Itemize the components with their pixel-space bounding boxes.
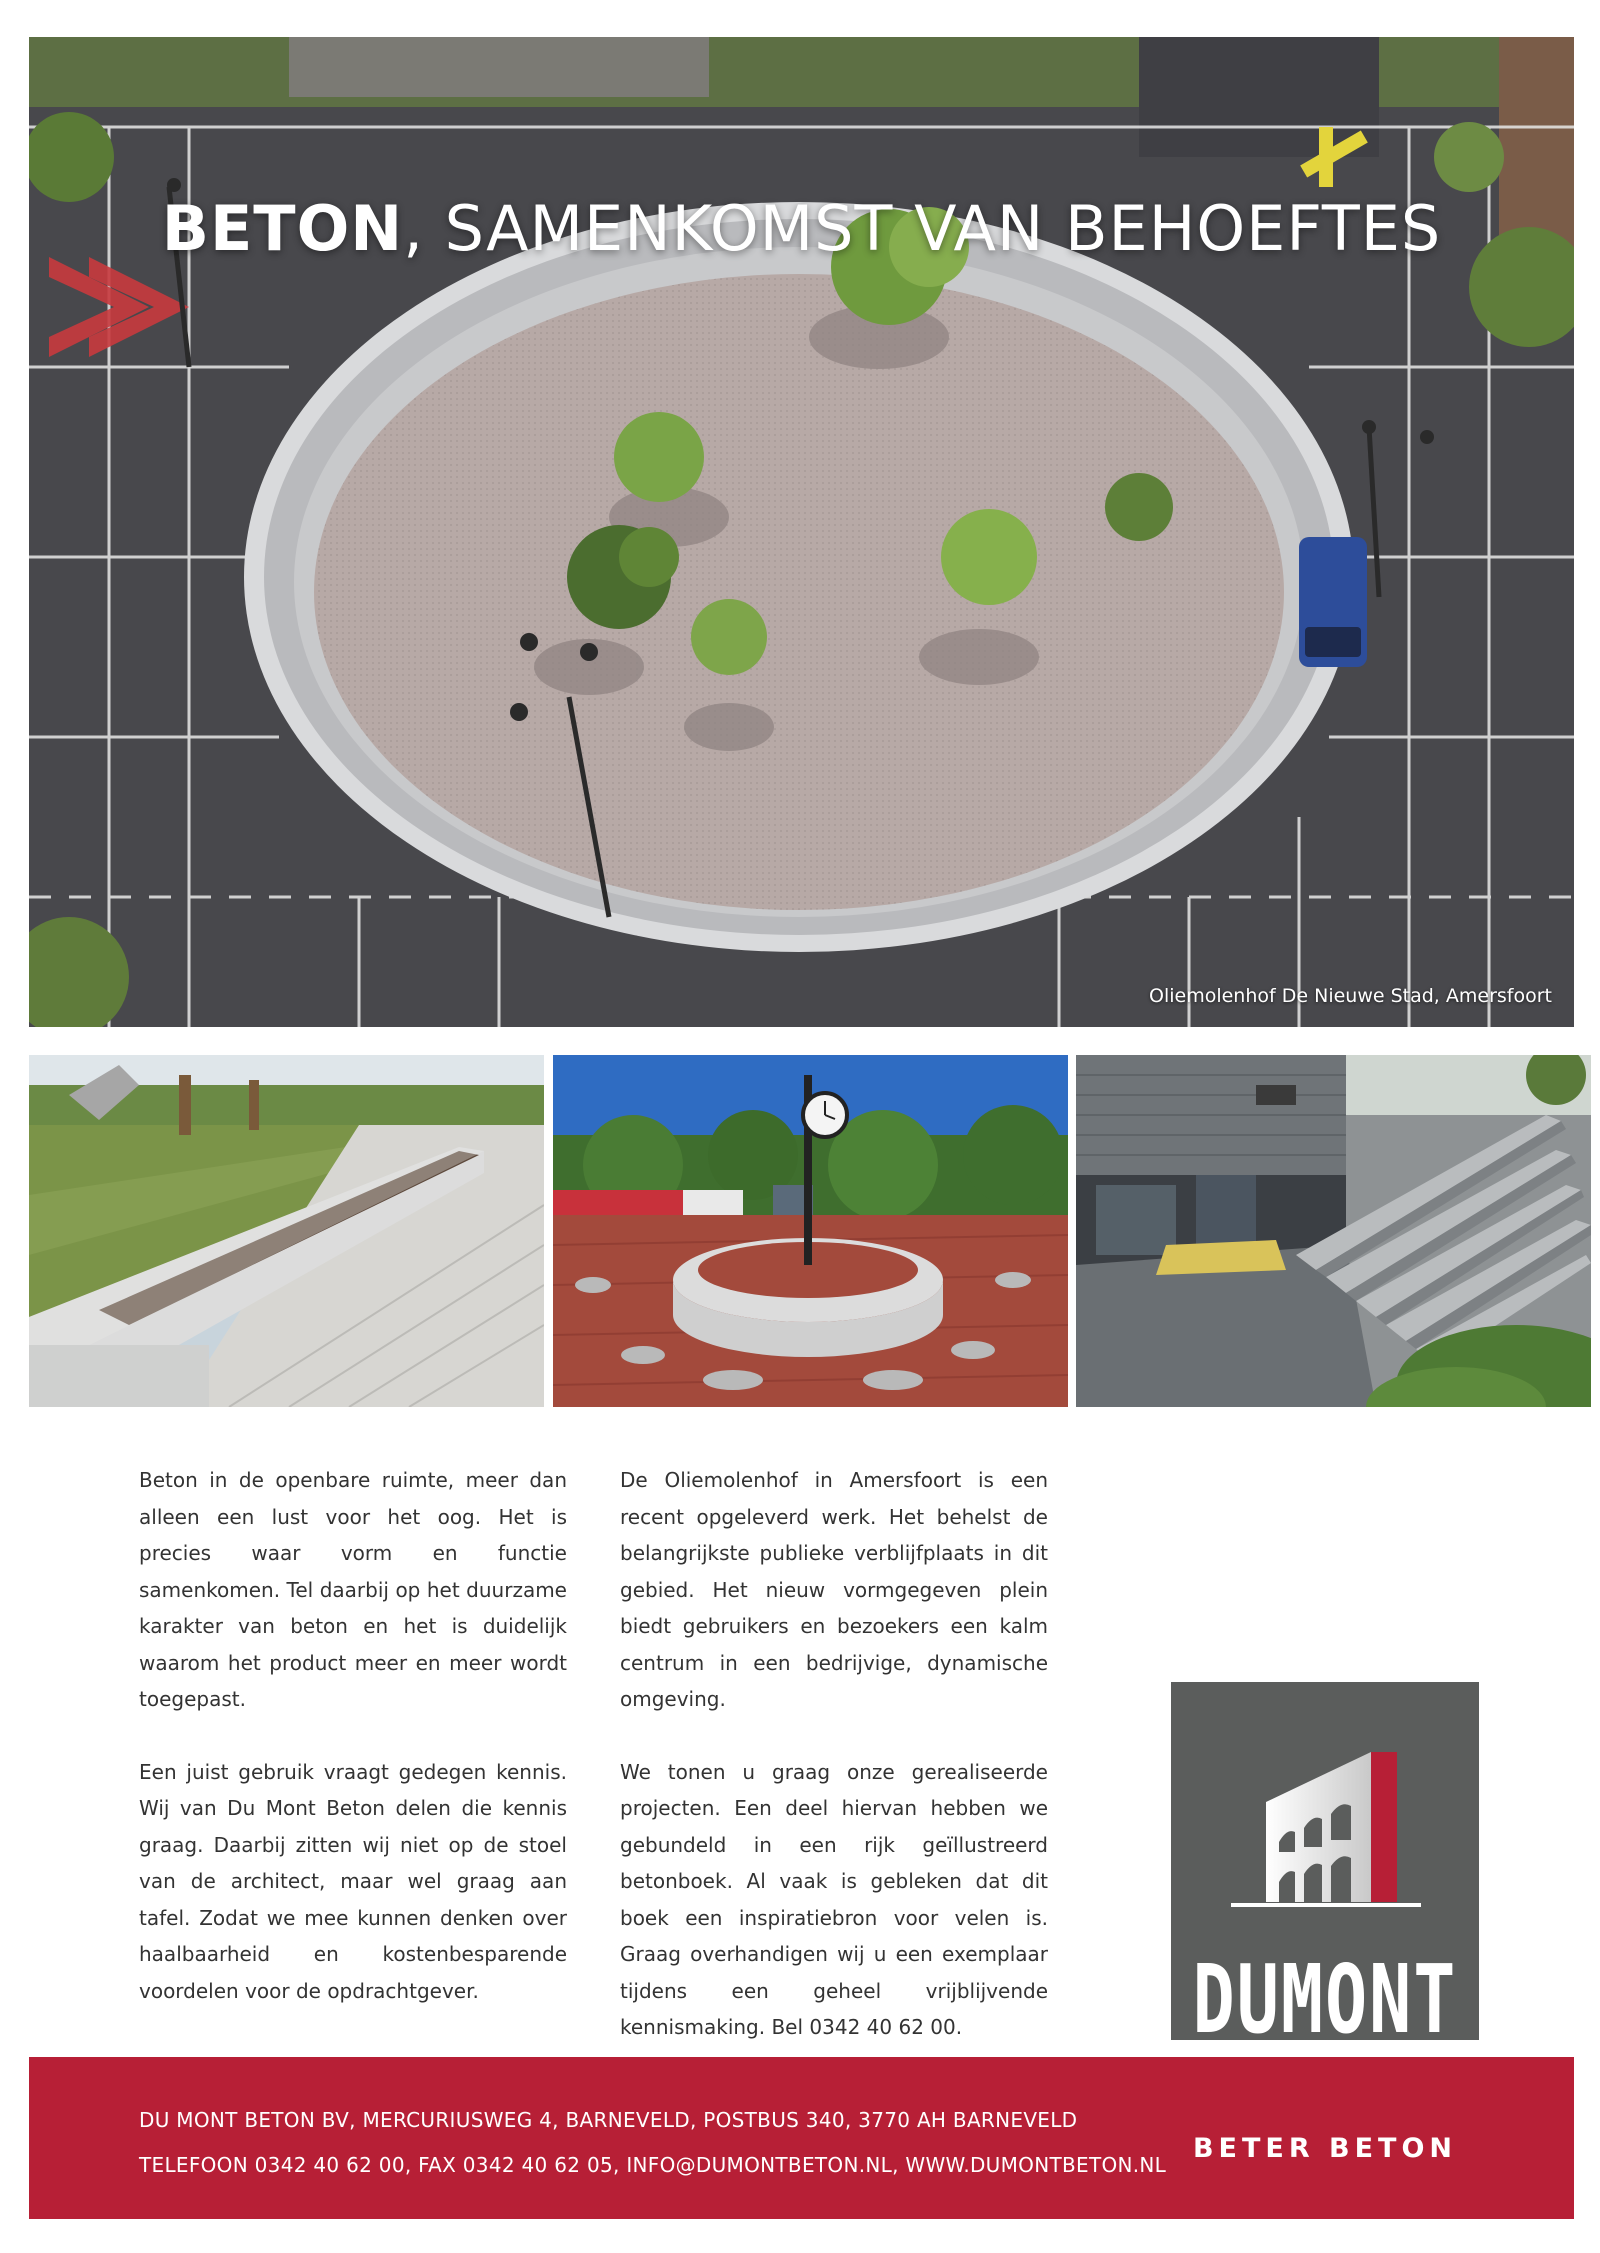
paragraph: De Oliemolenhof in Amersfoort is een recent opgeleverd werk. Het behelst de belangrijkste publieke verblijfplaats in dit gebied. Het nieuw vormgegeven plein biedt gebruikers en bezoekers een kalm centrum in een bedrijvige, dynamische omgeving. bbox=[620, 1468, 1048, 1711]
plaza-aerial-illustration bbox=[29, 37, 1574, 1027]
paragraph: We tonen u graag onze gerealiseerde projecten. Een deel hiervan hebben we gebundeld in een rijk geïllustreerd betonboek. Al vaak is gebleken dat dit boek een inspiratiebron voor velen is. Graag overhandigen wij u een exemplaar tijdens een geheel vrijblijvende kennismaking. Bel 0342 40 62 00. bbox=[620, 1759, 1048, 2039]
hero-title bbox=[29, 192, 1574, 265]
dumont-logo bbox=[1171, 1682, 1479, 2055]
body-column-left bbox=[139, 1462, 567, 2045]
body-column-right bbox=[620, 1462, 1048, 2082]
paragraph: Beton in de openbare ruimte, meer dan alleen een lust voor het oog. Het is precies waar vorm en functie samenkomen. Tel daarbij op het duurzame karakter van beton en het is duidelijk waarom het product meer en meer wordt toegepast. bbox=[139, 1468, 567, 1711]
logo-tagline: BETER BETON bbox=[1192, 2133, 1458, 2164]
concrete-steps-photo bbox=[1076, 1055, 1591, 1407]
clock-plaza-photo bbox=[553, 1055, 1068, 1407]
clock-plaza-illustration bbox=[553, 1055, 1068, 1407]
photo-caption: Oliemolenhof De Nieuwe Stad, Amersfoort bbox=[1149, 985, 1552, 1007]
company-address: DU MONT BETON BV, MERCURIUSWEG 4, BARNEVELD, POSTBUS 340, 3770 AH BARNEVELD bbox=[139, 2108, 1078, 2132]
hero-title-bold: BETON bbox=[161, 192, 404, 265]
logo-wordmark: DUMONT bbox=[1192, 1944, 1458, 2055]
bench-illustration bbox=[29, 1055, 544, 1407]
paragraph: Een juist gebruik vraagt gedegen kennis. Wij van Du Mont Beton delen die kennis graag. Daarbij zitten wij niet op de stoel van de architect, maar wel graag aan tafel. Zodat we mee kunnen denken over haalbaarheid en kostenbesparende voordelen voor de opdrachtgever. bbox=[139, 1759, 567, 2003]
concrete-bench-photo bbox=[29, 1055, 544, 1407]
hero-title-rest: , SAMENKOMST VAN BEHOEFTES bbox=[403, 192, 1442, 265]
steps-illustration bbox=[1076, 1055, 1591, 1407]
hero-photo bbox=[29, 37, 1574, 1027]
company-contact: TELEFOON 0342 40 62 00, FAX 0342 40 62 05, INFO@DUMONTBETON.NL, WWW.DUMONTBETON.NL bbox=[139, 2153, 1167, 2177]
